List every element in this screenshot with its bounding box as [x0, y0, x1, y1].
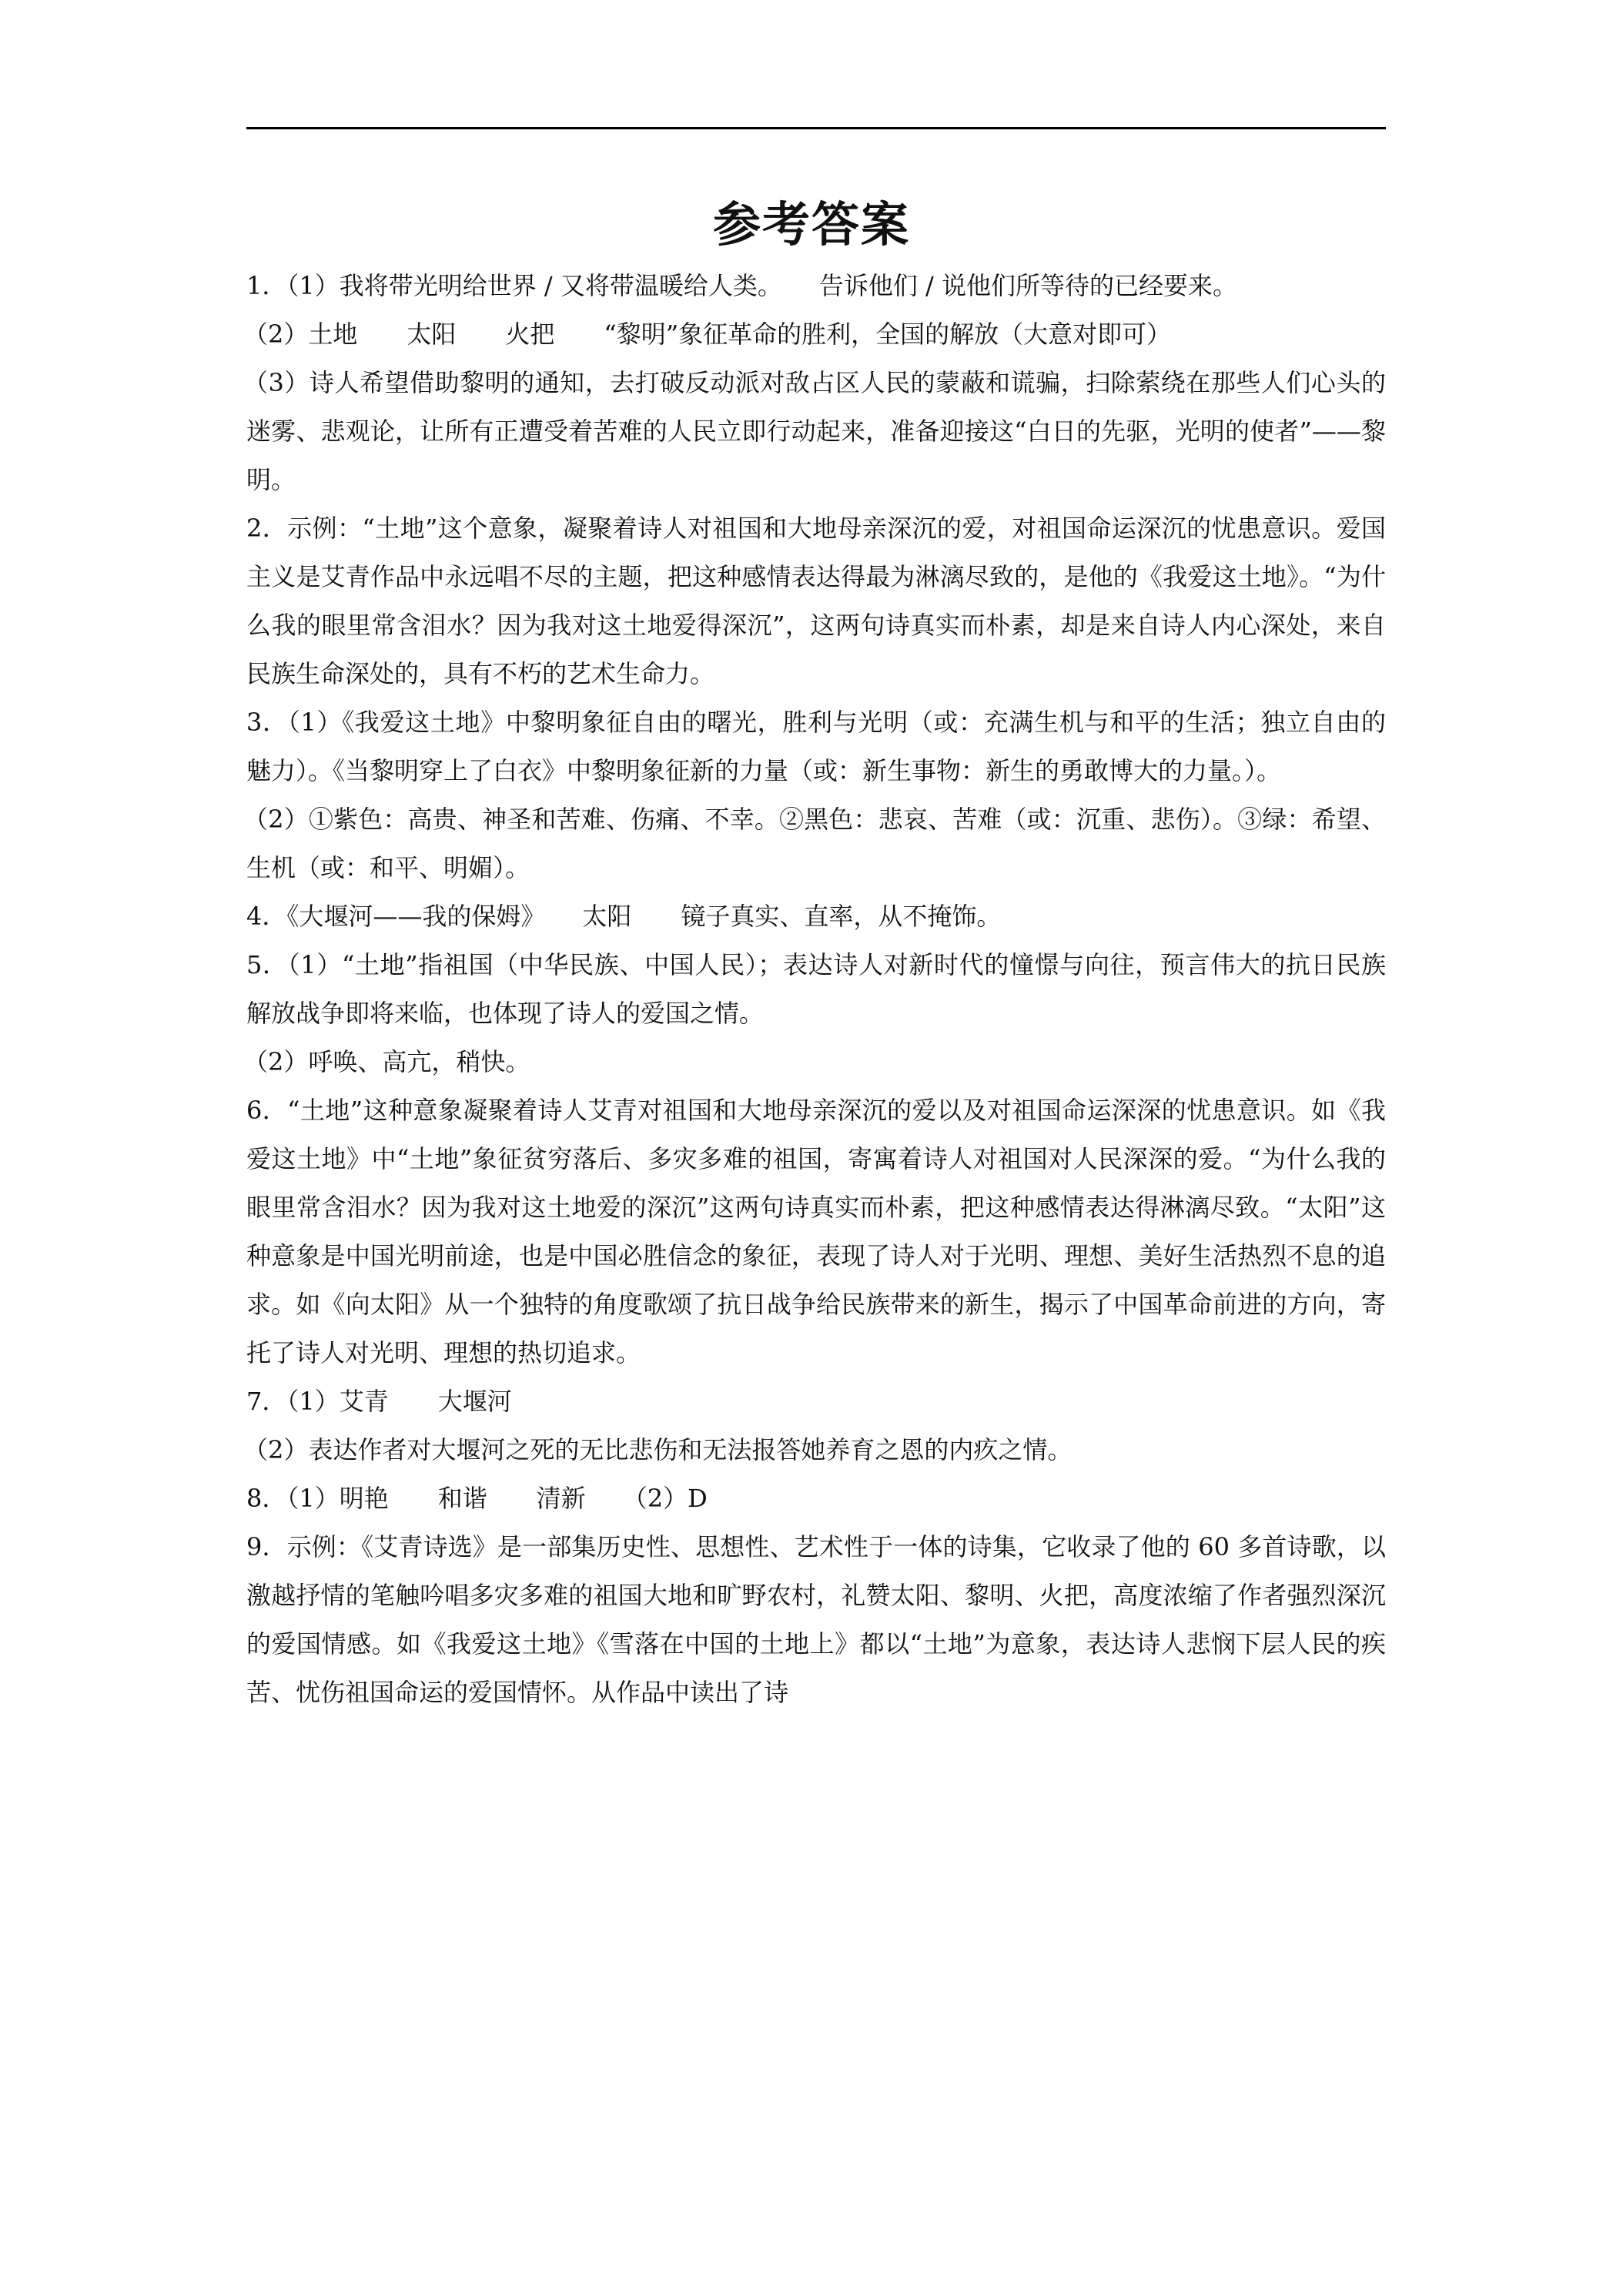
- answer-paragraph-3: 3．（1）《我爱这土地》中黎明象征自由的曙光，胜利与光明（或：充满生机与和平的生活；独立自由的魅力）。《当黎明穿上了白衣》中黎明象征新的力量（或：新生事物：新生的勇敢博大的力量。）。: [246, 708, 1386, 785]
- answer-paragraph-3-2: （2）①紫色：高贵、神圣和苦难、伤痛、不幸。②黑色：悲哀、苦难（或：沉重、悲伤）。③绿：希望、生机（或：和平、明媚）。: [243, 805, 1386, 882]
- page-title: 参考答案: [712, 196, 910, 253]
- answer-paragraph-9: 9．示例：《艾青诗选》是一部集历史性、思想性、艺术性于一体的诗集，它收录了他的 60 多首诗歌，以激越抒情的笔触吟唱多灾多难的祖国大地和旷野农村，礼赞太阳、黎明、火把，高度浓缩了作者强烈深沉的爱国情感。如《我爱这土地》《雪落在中国的土地上》都以“土地”为意象，表达诗人悲悯下层人民的疾苦、忧伤祖国命运的爱国情怀。从作品中读出了诗: [246, 1532, 1386, 1707]
- answer-paragraph-1-3: （3）诗人希望借助黎明的通知，去打破反动派对敌占区人民的蒙蔽和谎骗，扫除萦绕在那些人们心头的迷雾、悲观论，让所有正遭受着苦难的人民立即行动起来，准备迎接这“白日的先驱，光明的使者”——黎明。: [243, 368, 1386, 494]
- answer-paragraph-7-2: （2）表达作者对大堰河之死的无比悲伤和无法报答她养育之恩的内疚之情。: [243, 1435, 1073, 1464]
- answer-paragraph-5-2: （2）呼唤、高亢，稍快。: [243, 1047, 530, 1076]
- answer-paragraph-4: 4．《大堰河——我的保姆》 太阳 镜子真实、直率，从不掩饰。: [246, 902, 1002, 931]
- answer-paragraph-5: 5．（1）“土地”指祖国（中华民族、中国人民）；表达诗人对新时代的憧憬与向往，预言伟大的抗日民族解放战争即将来临，也体现了诗人的爱国之情。: [246, 950, 1386, 1028]
- answer-paragraph-1-2: （2）土地 太阳 火把 “黎明”象征革命的胜利，全国的解放（大意对即可）: [243, 320, 1172, 349]
- answer-content: [243, 262, 1386, 1717]
- answer-paragraph-7: 7．（1）艾青 大堰河: [246, 1387, 512, 1416]
- answer-paragraph-6: 6．“土地”这种意象凝聚着诗人艾青对祖国和大地母亲深沉的爱以及对祖国命运深深的忧患意识。如《我爱这土地》中“土地”象征贫穷落后、多灾多难的祖国，寄寓着诗人对祖国对人民深深的爱。“为什么我的眼里常含泪水？因为我对这土地爱的深沉”这两句诗真实而朴素，把这种感情表达得淋漓尽致。“太阳”这种意象是中国光明前途，也是中国必胜信念的象征，表现了诗人对于光明、理想、美好生活热烈不息的追求。如《向太阳》从一个独特的角度歌颂了抗日战争给民族带来的新生，揭示了中国革命前进的方向，寄托了诗人对光明、理想的热切追求。: [246, 1096, 1386, 1367]
- answer-paragraph-2: 2．示例：“土地”这个意象，凝聚着诗人对祖国和大地母亲深沉的爱，对祖国命运深沉的忧患意识。爱国主义是艾青作品中永远唱不尽的主题，把这种感情表达得最为淋漓尽致的，是他的《我爱这土地》。“为什么我的眼里常含泪水？因为我对这土地爱得深沉”，这两句诗真实而朴素，却是来自诗人内心深处，来自民族生命深处的，具有不朽的艺术生命力。: [246, 514, 1386, 688]
- answer-paragraph-8: 8．（1）明艳 和谐 清新 （2）D: [246, 1484, 708, 1513]
- answer-paragraph-1: 1．（1）我将带光明给世界 / 又将带温暖给人类。 告诉他们 / 说他们所等待的已经要来。: [246, 271, 1237, 300]
- header-rule: [246, 127, 1386, 129]
